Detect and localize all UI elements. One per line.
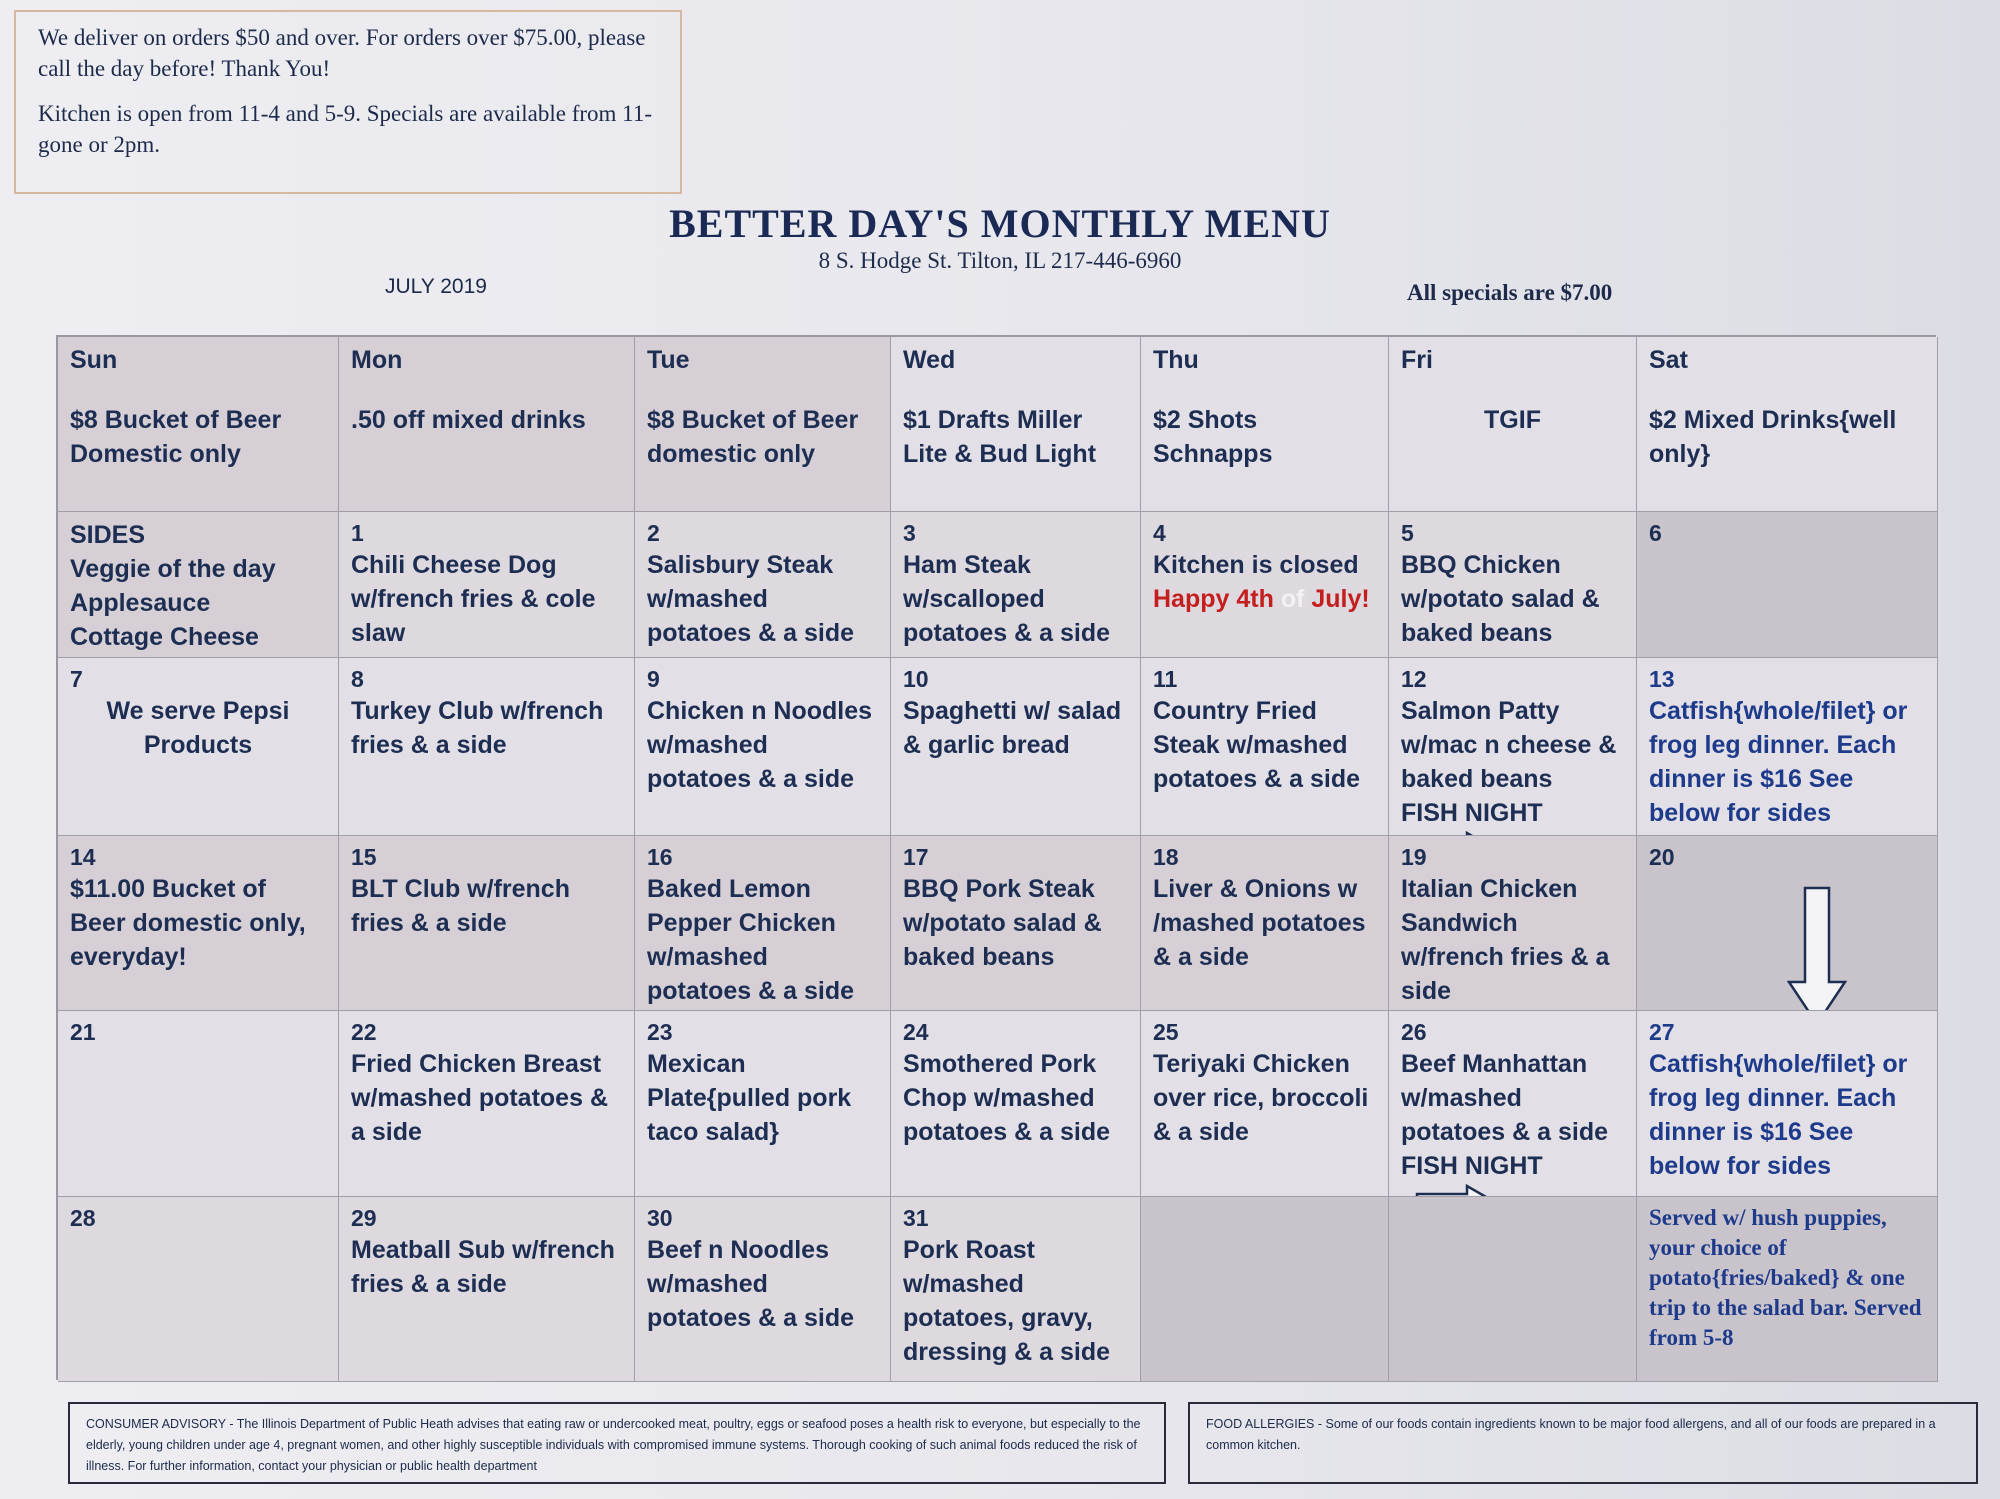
day-cell-31 [891, 1197, 1141, 1382]
weekday-cell-thu [1141, 337, 1389, 512]
day-special: Mexican Plate{pulled pork taco salad} [647, 1050, 852, 1146]
day-special: Chicken n Noodles w/mashed potatoes & a side [647, 697, 873, 793]
day-cell-21 [58, 1011, 339, 1197]
fish-night-line [1401, 796, 1624, 836]
day-number: 28 [70, 1205, 96, 1231]
page-title: BETTER DAY'S MONTHLY MENU [669, 201, 1331, 246]
drink-special: $2 Shots Schnapps [1153, 406, 1273, 468]
day-number: 3 [903, 520, 916, 546]
empty-cell [1141, 1197, 1389, 1382]
fish-night-label: FISH NIGHT [1401, 799, 1543, 827]
day-cell-13 [1637, 658, 1938, 836]
delivery-notice-box [14, 10, 682, 194]
day-number: 31 [903, 1205, 929, 1231]
side-item: Applesauce [70, 589, 211, 617]
day-cell-29 [339, 1197, 635, 1382]
day-cell-3 [891, 512, 1141, 658]
day-special: Salisbury Steak w/mashed potatoes & a side [647, 551, 854, 647]
fish-dinner-special: Catfish{whole/filet} or frog leg dinner. Each dinner is $16 See below for sides [1649, 1050, 1908, 1180]
day-cell-25 [1141, 1011, 1389, 1197]
drink-special: $1 Drafts Miller Lite & Bud Light [903, 406, 1097, 468]
fish-sides-note: Served w/ hush puppies, your choice of potato{fries/baked} & one trip to the salad bar. Served from 5-8 [1649, 1205, 1922, 1350]
day-number: 20 [1649, 844, 1675, 870]
drink-special: $8 Bucket of Beer domestic only [647, 406, 859, 468]
day-cell-11 [1141, 658, 1389, 836]
pepsi-note: We serve Pepsi Products [106, 697, 290, 759]
weekday-cell-sat [1637, 337, 1938, 512]
day-number: 7 [70, 666, 83, 692]
day-cell-28 [58, 1197, 339, 1382]
sides-cell [58, 512, 339, 658]
day-cell-17 [891, 836, 1141, 1011]
weekday-cell-fri [1389, 337, 1637, 512]
fish-sides-note-cell [1637, 1197, 1938, 1382]
day-number: 21 [70, 1019, 96, 1045]
day-number: 4 [1153, 520, 1166, 546]
empty-cell [1389, 1197, 1637, 1382]
day-number: 14 [70, 844, 96, 870]
day-number: 29 [351, 1205, 377, 1231]
restaurant-address: 8 S. Hodge St. Tilton, IL 217-446-6960 [818, 248, 1182, 273]
weekday-label: Fri [1401, 346, 1433, 374]
weekday-label: Tue [647, 346, 690, 374]
weekday-cell-wed [891, 337, 1141, 512]
drink-special: TGIF [1484, 406, 1541, 434]
side-item: Veggie of the day [70, 555, 276, 583]
day-special: Liver & Onions w /mashed potatoes & a side [1153, 875, 1366, 971]
day-cell-14 [58, 836, 339, 1011]
day-cell-26 [1389, 1011, 1637, 1197]
weekday-label: Sat [1649, 346, 1688, 374]
day-special: Teriyaki Chicken over rice, broccoli & a side [1153, 1050, 1369, 1146]
day-cell-8 [339, 658, 635, 836]
weekday-label: Thu [1153, 346, 1199, 374]
weekday-label: Mon [351, 346, 403, 374]
holiday-text-b: of [1280, 585, 1305, 613]
day-special: Country Fried Steak w/mashed potatoes & a side [1153, 697, 1360, 793]
fish-night-line [1401, 1149, 1624, 1197]
day-cell-20 [1637, 836, 1938, 1011]
fish-night-label: FISH NIGHT [1401, 1152, 1543, 1180]
weekday-label: Sun [70, 346, 118, 374]
day-special: Italian Chicken Sandwich w/french fries & a side [1401, 875, 1610, 1005]
day-special: Chili Cheese Dog w/french fries & cole slaw [351, 551, 596, 647]
day-number: 6 [1649, 520, 1662, 546]
day-cell-18 [1141, 836, 1389, 1011]
drink-special: $2 Mixed Drinks{well only} [1649, 406, 1897, 468]
day-cell-19 [1389, 836, 1637, 1011]
day-special: $11.00 Bucket of Beer domestic only, everyday! [70, 875, 306, 971]
day-number: 1 [351, 520, 364, 546]
weekday-cell-mon [339, 337, 635, 512]
holiday-text-a: Happy 4th [1153, 585, 1274, 613]
day-number: 11 [1153, 666, 1178, 692]
day-special: Beef n Noodles w/mashed potatoes & a side [647, 1236, 854, 1332]
day-cell-24 [891, 1011, 1141, 1197]
day-cell-9 [635, 658, 891, 836]
day-special: Meatball Sub w/french fries & a side [351, 1236, 615, 1298]
weekday-cell-tue [635, 337, 891, 512]
day-cell-1 [339, 512, 635, 658]
month-label: JULY 2019 [385, 275, 487, 298]
day-special: Kitchen is closed [1153, 551, 1359, 579]
day-number: 19 [1401, 844, 1427, 870]
day-special: BBQ Chicken w/potato salad & baked beans [1401, 551, 1600, 647]
day-special: Beef Manhattan w/mashed potatoes & a side [1401, 1050, 1608, 1146]
drink-special: .50 off mixed drinks [351, 406, 586, 434]
day-cell-5 [1389, 512, 1637, 658]
consumer-advisory-text: CONSUMER ADVISORY - The Illinois Department of Public Heath advises that eating raw or undercooked meat, poultry, eggs or seafood poses a health risk to everyone, but especially to the elderly, young children under age 4, pregnant women, and other highly susceptible individuals with compromised immune systems. Thorough cooking of such animal foods reduced the risk of illness. For further information, contact your physician or public health department [86, 1417, 1141, 1473]
day-number: 23 [647, 1019, 673, 1045]
day-number: 10 [903, 666, 929, 692]
right-arrow-icon [1415, 1184, 1495, 1197]
day-cell-15 [339, 836, 635, 1011]
weekday-cell-sun [58, 337, 339, 512]
day-number: 24 [903, 1019, 929, 1045]
day-number: 18 [1153, 844, 1179, 870]
holiday-text-c: July! [1311, 585, 1370, 613]
day-special: Fried Chicken Breast w/mashed potatoes & a side [351, 1050, 608, 1146]
day-special: BLT Club w/french fries & a side [351, 875, 570, 937]
down-arrow-icon [1787, 886, 1847, 1011]
day-number: 17 [903, 844, 929, 870]
food-allergies-text: FOOD ALLERGIES - Some of our foods contain ingredients known to be major food allergens, and all of our foods are prepared in a common kitchen. [1206, 1417, 1936, 1452]
day-cell-10 [891, 658, 1141, 836]
day-number: 2 [647, 520, 660, 546]
day-number: 16 [647, 844, 673, 870]
day-special: Smothered Pork Chop w/mashed potatoes & a side [903, 1050, 1110, 1146]
kitchen-hours-notice: Kitchen is open from 11-4 and 5-9. Specials are available from 11-gone or 2pm. [38, 101, 652, 157]
day-number: 8 [351, 666, 364, 692]
fish-dinner-special: Catfish{whole/filet} or frog leg dinner. Each dinner is $16 See below for sides [1649, 697, 1908, 827]
day-cell-23 [635, 1011, 891, 1197]
day-cell-7 [58, 658, 339, 836]
day-number: 30 [647, 1205, 673, 1231]
day-special: Spaghetti w/ salad & garlic bread [903, 697, 1122, 759]
specials-price-note: All specials are $7.00 [1407, 280, 1613, 305]
day-number: 9 [647, 666, 660, 692]
day-cell-2 [635, 512, 891, 658]
day-cell-4 [1141, 512, 1389, 658]
day-cell-12 [1389, 658, 1637, 836]
day-number: 13 [1649, 666, 1675, 692]
day-number: 15 [351, 844, 377, 870]
side-item: Cottage Cheese [70, 623, 259, 651]
day-special: Baked Lemon Pepper Chicken w/mashed potatoes & a side [647, 875, 854, 1005]
day-cell-16 [635, 836, 891, 1011]
consumer-advisory-box [68, 1402, 1166, 1484]
day-number: 5 [1401, 520, 1414, 546]
food-allergies-box [1188, 1402, 1978, 1484]
day-number: 22 [351, 1019, 377, 1045]
day-cell-22 [339, 1011, 635, 1197]
sides-heading: SIDES [70, 521, 146, 549]
day-special: Pork Roast w/mashed potatoes, gravy, dressing & a side [903, 1236, 1111, 1366]
calendar-grid [56, 335, 1936, 1380]
day-number: 27 [1649, 1019, 1675, 1045]
day-number: 26 [1401, 1019, 1427, 1045]
day-special: Ham Steak w/scalloped potatoes & a side [903, 551, 1110, 647]
delivery-notice: We deliver on orders $50 and over. For orders over $75.00, please call the day before! Thank You! [38, 25, 646, 81]
day-special: Turkey Club w/french fries & a side [351, 697, 604, 759]
weekday-label: Wed [903, 346, 956, 374]
day-cell-6 [1637, 512, 1938, 658]
day-number: 12 [1401, 666, 1427, 692]
day-special: BBQ Pork Steak w/potato salad & baked beans [903, 875, 1102, 971]
holiday-greeting [1153, 582, 1376, 616]
day-cell-27 [1637, 1011, 1938, 1197]
day-cell-30 [635, 1197, 891, 1382]
drink-special: $8 Bucket of Beer Domestic only [70, 406, 282, 468]
day-number: 25 [1153, 1019, 1179, 1045]
day-special: Salmon Patty w/mac n cheese & baked beans [1401, 697, 1617, 793]
